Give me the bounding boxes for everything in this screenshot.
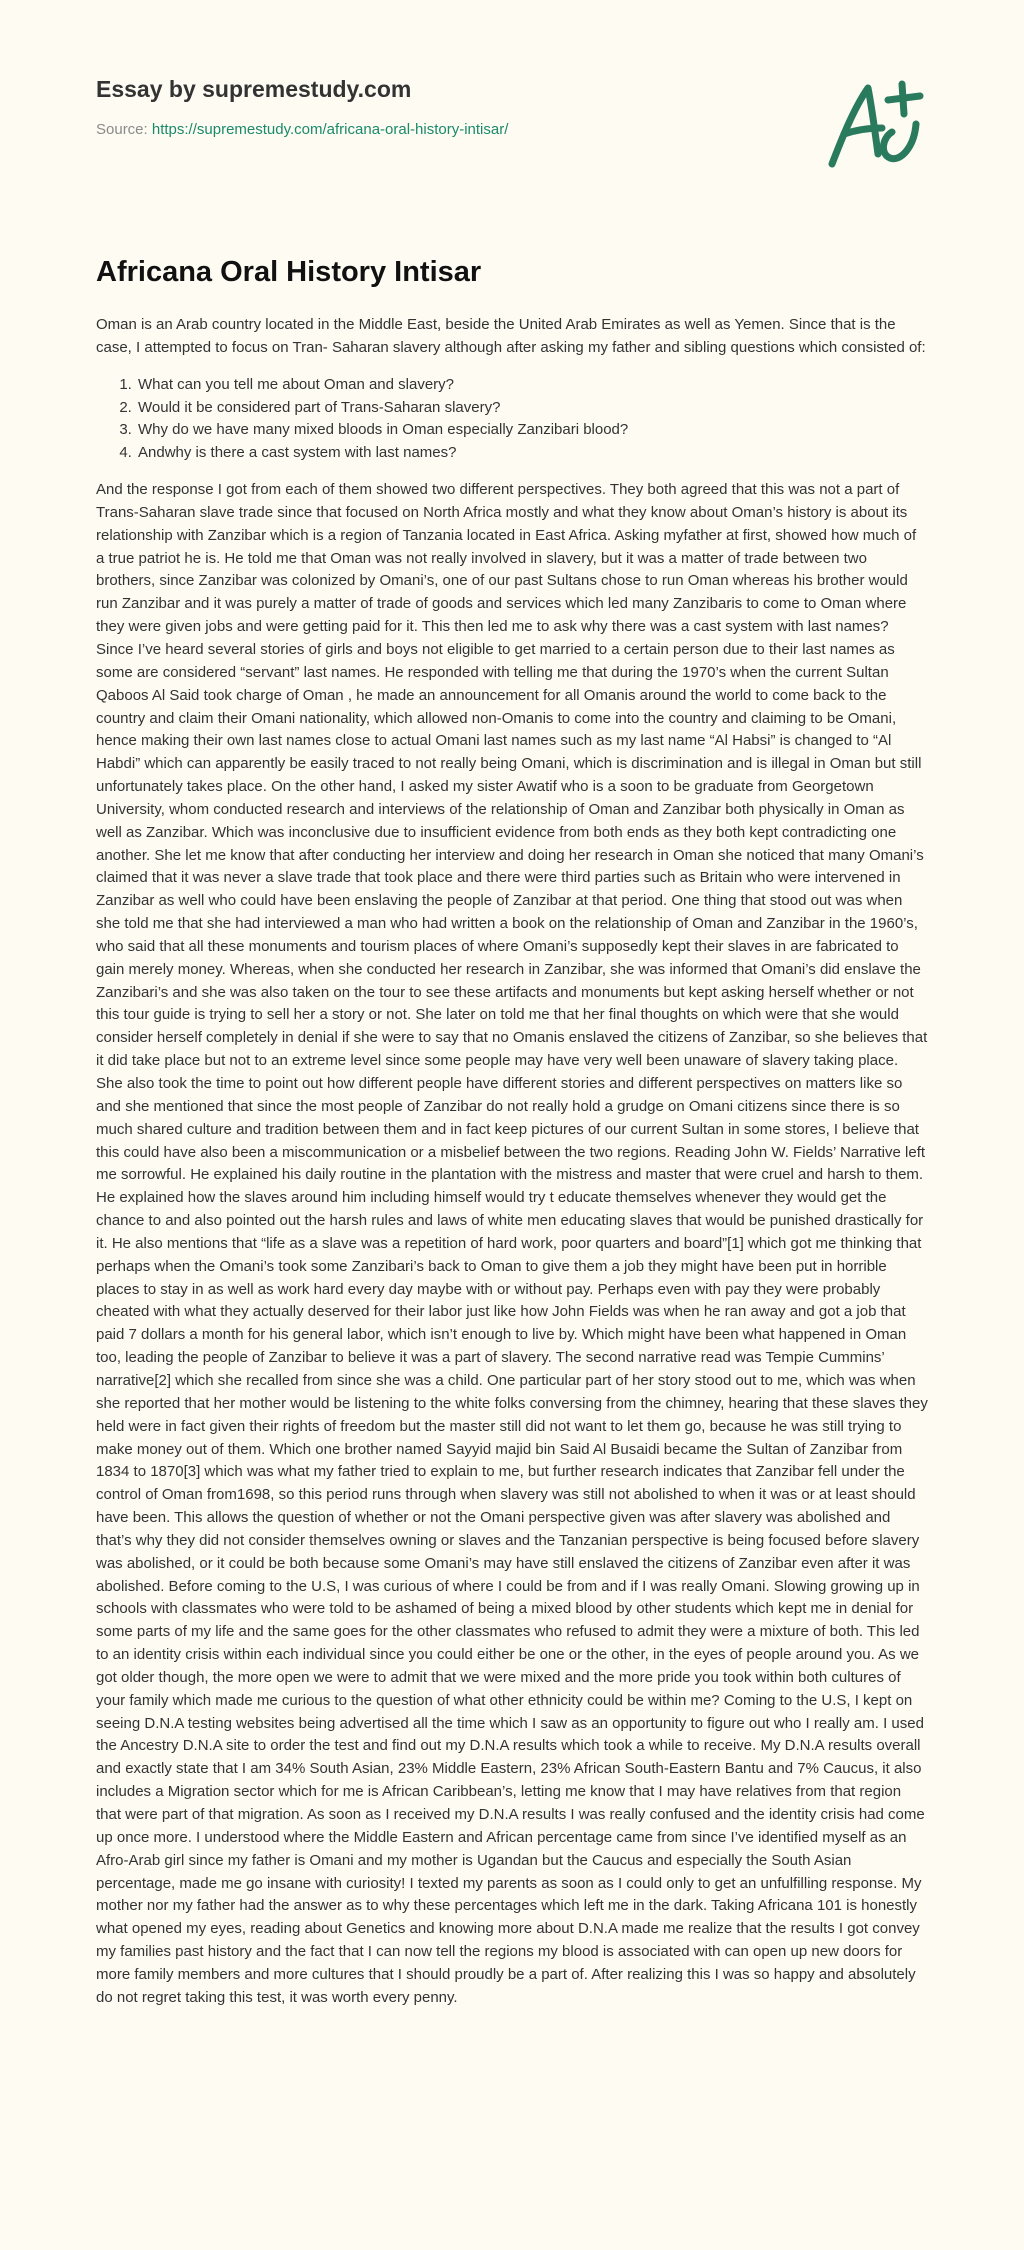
- article: [96, 252, 928, 2010]
- question-list: [96, 374, 928, 465]
- article-title: Africana Oral History Intisar: [96, 256, 482, 288]
- list-item: 2. Would it be considered part of Trans-Saharan slavery?: [136, 397, 928, 420]
- site-header: [96, 72, 928, 172]
- body-paragraph: And the response I got from each of them showed two different perspectives. They both agreed that this was not a part of Trans-Saharan slave trade since that focused on North Africa mostly and what they know about Oman’s history is about its relationship with Zanzibar which is a region of Tanzania located in East Africa. Asking myfather at first, showed how much of a true patriot he is. He told me that Oman was not really involved in slavery, but it was a matter of trade between two brothers, since Zanzibar was colonized by Omani’s, one of our past Sultans chose to run Oman whereas his brother would run Zanzibar and it was purely a matter of trade of goods and services which led many Zanzibaris to come to Oman where they were given jobs and were getting paid for it. This then led me to ask why there was a cast system with last names? Since I’ve heard several stories of girls and boys not eligible to get married to a certain person due to their last names as some are considered “servant” last names. He responded with telling me that during the 1970’s when the current Sultan Qaboos Al Said took charge of Oman , he made an announcement for all Omanis around the world to come back to the country and claim their Omani nationality, which allowed non-Omanis to come into the country and claiming to be Omani, hence making their own last names close to actual Omani last names such as my last name “Al Habsi” is changed to “Al Habdi” which can apparently be easily traced to not really being Omani, which is discrimination and is illegal in Oman but still unfortunately takes place. On the other hand, I asked my sister Awatif who is a soon to be graduate from Georgetown University, whom conducted research and interviews of the relationship of Oman and Zanzibar both physically in Oman as well as Zanzibar. Which was inconclusive due to insufficient evidence from both ends as they both kept contradicting one another. She let me know that after conducting her interview and doing her research in Oman she noticed that many Omani’s claimed that it was never a slave trade that took place and there were third parties such as Britain who were intervened in Zanzibar as well who could have been enslaving the people of Zanzibar at that period. One thing that stood out was when she told me that she had interviewed a man who had written a book on the relationship of Oman and Zanzibar in the 1960’s, who said that all these monuments and tourism places of where Omani’s supposedly kept their slaves in are fabricated to gain merely money. Whereas, when she conducted her research in Zanzibar, she was informed that Omani’s did enslave the Zanzibari’s and she was also taken on the tour to see these artifacts and monuments but kept asking herself whether or not this tour guide is trying to sell her a story or not. She later on told me that her final thoughts on which were that she would consider herself completely in denial if she were to say that no Omanis enslaved the citizens of Zanzibar, so she believes that it did take place but not to an extreme level since some people may have very well been unaware of slavery taking place. She also took the time to point out how different people have different stories and different perspectives on matters like so and she mentioned that since the most people of Zanzibar do not really hold a grudge on Omani citizens since there is so much shared culture and tradition between them and in fact keep pictures of our current Sultan in some stores, I believe that this could have also been a miscommunication or a misbelief between the two regions. Reading John W. Fields’ Narrative left me sorrowful. He explained his daily routine in the plantation with the mistress and master that were cruel and harsh to them. He explained how the slaves around him including himself would try t educate themselves whenever they would get the chance to and also pointed out the harsh rules and laws of white men educating slaves that would be punished drastically for it. He also mentions that “life as a slave was a repetition of hard work, poor quarters and board”[1] which got me thinking that perhaps when the Omani’s took some Zanzibari’s back to Oman to give them a job they might have been put in horrible places to stay in as well as work hard every day maybe with or without pay. Perhaps even with pay they were probably cheated with what they actually deserved for their labor just like how John Fields was when he ran away and got a job that paid 7 dollars a month for his general labor, which isn’t enough to live by. Which might have been what happened in Oman too, leading the people of Zanzibar to believe it was a part of slavery. The second narrative read was Tempie Cummins’ narrative[2] which she recalled from since she was a child. One particular part of her story stood out to me, which was when she reported that her mother would be listening to the white folks conversing from the chimney, hearing that these slaves they held were in fact given their rights of freedom but the master still did not want to let them go, because he was still trying to make money out of them. Which one brother named Sayyid majid bin Said Al Busaidi became the Sultan of Zanzibar from 1834 to 1870[3] which was what my father tried to explain to me, but further research indicates that Zanzibar fell under the control of Oman from1698, so this period runs through when slavery was still not abolished to when it was or at least should have been. This allows the question of whether or not the Omani perspective given was after slavery was abolished and that’s why they did not consider themselves owning or slaves and the Tanzanian perspective is being focused before slavery was abolished, or it could be both because some Omani’s may have still enslaved the citizens of Zanzibar even after it was abolished. Before coming to the U.S, I was curious of where I could be from and if I was really Omani. Slowing growing up in schools with classmates who were told to be ashamed of being a mixed blood by other students which kept me in denial for some parts of my life and the same goes for the other classmates who refused to admit they were a mixture of both. This led to an identity crisis within each individual since you could either be one or the other, in the eyes of people around you. As we got older though, the more open we were to admit that we were mixed and the more pride you took within both cultures of your family which made me curious to the question of what other ethnicity could be within me? Coming to the U.S, I kept on seeing D.N.A testing websites being advertised all the time which I saw as an opportunity to figure out who I really am. I used the Ancestry D.N.A site to order the test and find out my D.N.A results which took a while to receive. My D.N.A results overall and exactly state that I am 34% South Asian, 23% Middle Eastern, 23% African South-Eastern Bantu and 7% Caucus, it also includes a Migration sector which for me is African Caribbean’s, letting me know that I may have relatives from that region that were part of that migration. As soon as I received my D.N.A results I was really confused and the identity crisis had come up once more. I understood where the Middle Eastern and African percentage came from since I’ve identified myself as an Afro-Arab girl since my father is Omani and my mother is Ugandan but the Caucus and especially the South Asian percentage, made me go insane with curiosity! I texted my parents as soon as I could only to get an unfulfilling response. My mother nor my father had the answer as to why these percentages which left me in the dark. Taking Africana 101 is honestly what opened my eyes, reading about Genetics and knowing more about D.N.A made me realize that the results I got convey my families past history and the fact that I can now tell the regions my blood is associated with can open up new doors for more family members and more cultures that I should proudly be a part of. After realizing this I was so happy and absolutely do not regret taking this test, it was worth every penny.: [96, 481, 928, 2006]
- list-item: 1. What can you tell me about Oman and slavery?: [136, 374, 928, 397]
- intro-paragraph: Oman is an Arab country located in the Middle East, beside the United Arab Emirates as well as Yemen. Since that is the case, I attempted to focus on Tran- Saharan slavery although after asking my father and sibling questions which consisted of:: [96, 316, 926, 356]
- source-line: [96, 120, 928, 140]
- list-item: 3. Why do we have many mixed bloods in Oman especially Zanzibari blood?: [136, 419, 928, 442]
- source-label: Source:: [96, 121, 148, 138]
- list-item: 4. Andwhy is there a cast system with last names?: [136, 442, 928, 465]
- a-plus-logo-icon: [818, 72, 928, 172]
- source-link[interactable]: https://supremestudy.com/africana-oral-history-intisar/: [151, 121, 509, 138]
- site-title: Essay by supremestudy.com: [96, 76, 412, 102]
